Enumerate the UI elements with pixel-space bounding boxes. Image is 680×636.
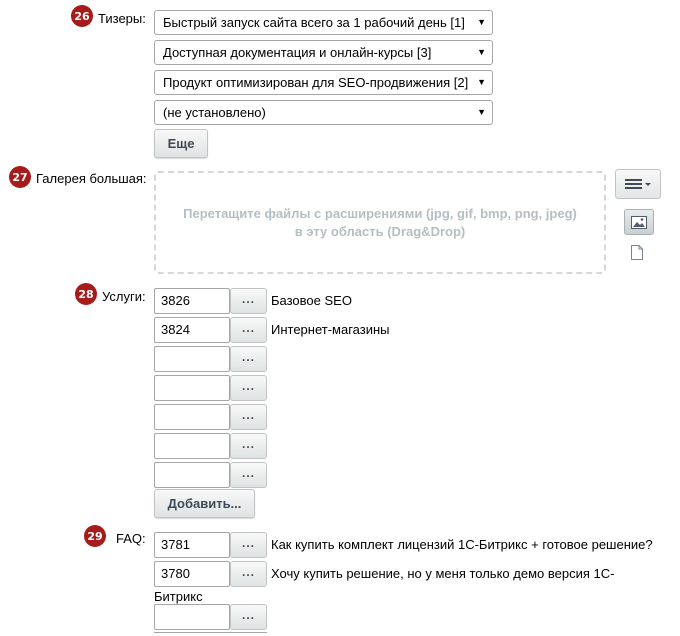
service-picker-button[interactable]: ... xyxy=(230,462,267,488)
service-picker-button[interactable]: ... xyxy=(230,433,267,459)
faq-title: Как купить комплект лицензий 1С-Битрикс + готовое решение? xyxy=(271,537,653,552)
menu-icon xyxy=(623,178,653,190)
teaser-select-value: Доступная документация и онлайн-курсы [3] xyxy=(163,45,432,60)
field-number-badge: 29 xyxy=(84,525,106,547)
add-service-button[interactable]: Добавить... xyxy=(154,489,255,518)
service-picker-button[interactable]: ... xyxy=(230,375,267,401)
faq-picker-button[interactable]: ... xyxy=(230,561,267,587)
dropdown-arrow-icon: ▼ xyxy=(477,77,486,87)
faq-id-input[interactable]: 3780 xyxy=(154,561,230,587)
image-icon xyxy=(631,216,647,229)
gallery-label: Галерея большая: xyxy=(36,171,147,186)
teaser-select-2[interactable] xyxy=(154,40,493,65)
teaser-select-value: Продукт оптимизирован для SEO-продвижения [2] xyxy=(163,75,469,90)
more-teasers-button[interactable]: Еще xyxy=(154,129,208,158)
service-title: Базовое SEO xyxy=(271,293,352,308)
service-picker-button[interactable]: ... xyxy=(230,317,267,343)
dropdown-arrow-icon: ▼ xyxy=(477,47,486,57)
faq-picker-button[interactable]: ... xyxy=(230,604,267,630)
teasers-label: Тизеры: xyxy=(98,11,146,26)
teaser-select-value: (не установлено) xyxy=(163,105,266,120)
field-number-badge: 27 xyxy=(9,166,31,188)
file-view-button[interactable] xyxy=(631,245,645,261)
field-number-badge: 26 xyxy=(71,5,93,27)
service-id-input[interactable] xyxy=(154,433,230,459)
service-title: Интернет-магазины xyxy=(271,322,390,337)
service-id-input[interactable] xyxy=(154,346,230,372)
faq-title-continuation: Битрикс xyxy=(154,589,203,604)
field-number-badge: 28 xyxy=(75,283,97,305)
faq-title: Хочу купить решение, но у меня только демо версия 1С- xyxy=(271,566,615,581)
teaser-select-value: Быстрый запуск сайта всего за 1 рабочий день [1] xyxy=(163,15,465,30)
service-id-input[interactable] xyxy=(154,375,230,401)
drop-zone-text-line1: Перетащите файлы с расширениями (jpg, gif, bmp, png, jpeg) xyxy=(183,205,577,221)
gallery-menu-button[interactable] xyxy=(615,169,661,199)
next-row-partial xyxy=(154,632,267,636)
drop-zone-text-line2: в эту область (Drag&Drop) xyxy=(294,223,466,239)
faq-id-input[interactable]: 3781 xyxy=(154,532,230,558)
service-id-input[interactable] xyxy=(154,462,230,488)
services-label: Услуги: xyxy=(102,289,146,304)
faq-label: FAQ: xyxy=(116,531,146,546)
teaser-select-3[interactable] xyxy=(154,70,493,95)
service-picker-button[interactable]: ... xyxy=(230,404,267,430)
faq-id-input[interactable] xyxy=(154,604,230,630)
service-picker-button[interactable]: ... xyxy=(230,288,267,314)
teaser-select-1[interactable] xyxy=(154,10,493,35)
faq-picker-button[interactable]: ... xyxy=(230,532,267,558)
service-picker-button[interactable]: ... xyxy=(230,346,267,372)
service-id-input[interactable]: 3824 xyxy=(154,317,230,343)
dropdown-arrow-icon: ▼ xyxy=(477,17,486,27)
file-drop-zone[interactable] xyxy=(154,171,606,274)
image-view-button[interactable] xyxy=(624,209,654,235)
service-id-input[interactable]: 3826 xyxy=(154,288,230,314)
file-icon xyxy=(631,245,643,260)
teaser-select-4[interactable] xyxy=(154,100,493,125)
dropdown-arrow-icon: ▼ xyxy=(477,107,486,117)
service-id-input[interactable] xyxy=(154,404,230,430)
